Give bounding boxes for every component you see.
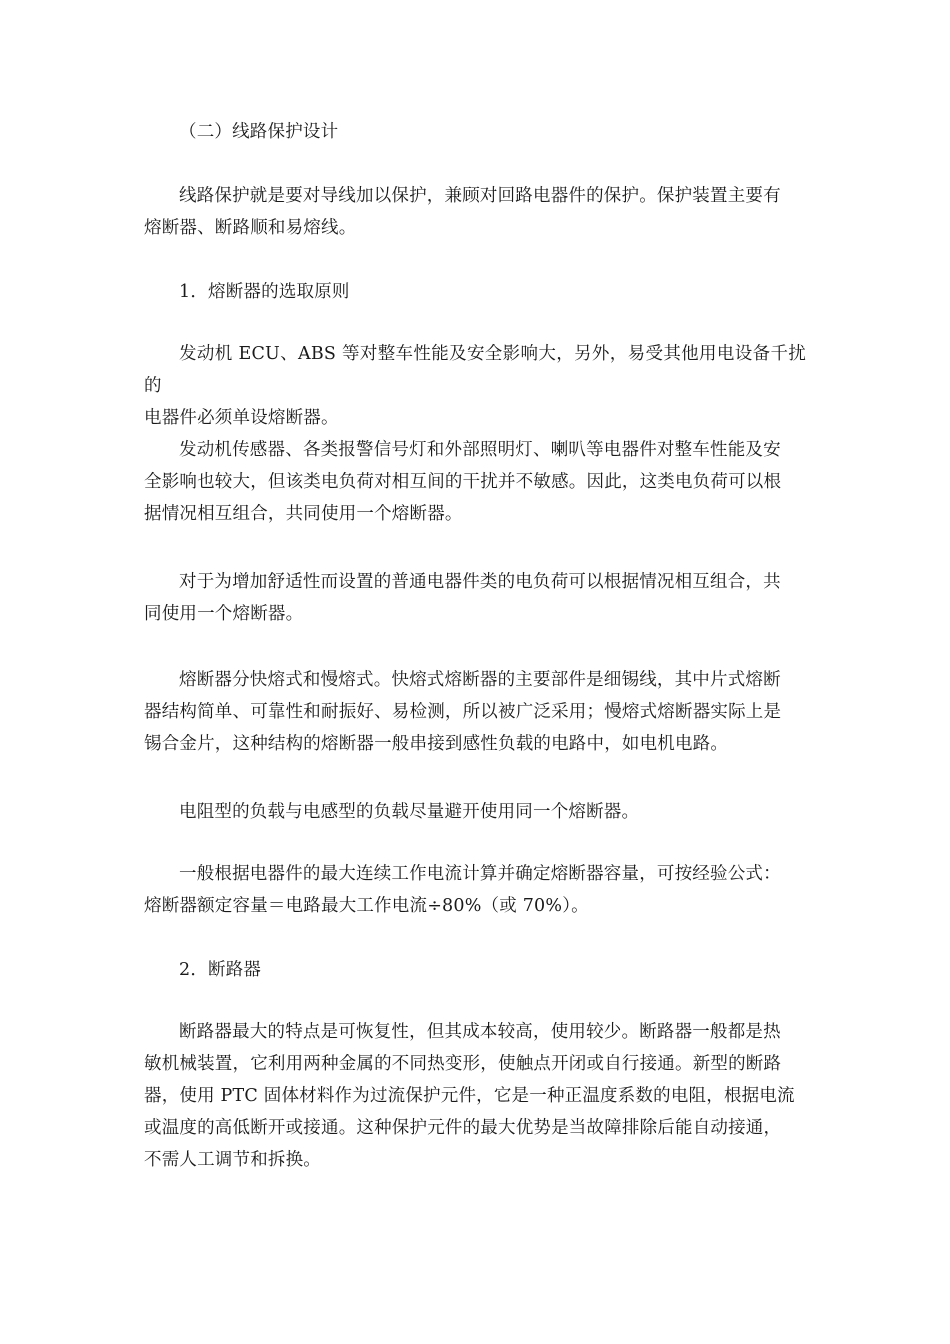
paragraph-line: 器结构简单、可靠性和耐振好、易检测，所以被广泛采用；慢熔式熔断器实际上是 bbox=[144, 702, 782, 722]
paragraph-line: 断路器最大的特点是可恢复性，但其成本较高，使用较少。断路器一般都是热 bbox=[179, 1022, 781, 1042]
paragraph-line: 敏机械装置，它利用两种金属的不同热变形，使触点开闭或自行接通。新型的断路 bbox=[144, 1054, 782, 1074]
paragraph-formula: 熔断器额定容量＝电路最大工作电流÷80%（或 70%）。 bbox=[144, 896, 589, 916]
paragraph-3 bbox=[144, 566, 806, 630]
paragraph-line: 据情况相互组合，共同使用一个熔断器。 bbox=[144, 504, 463, 524]
subheading-circuit-breaker bbox=[144, 954, 806, 986]
paragraph-line: 电阻型的负载与电感型的负载尽量避开使用同一个熔断器。 bbox=[179, 802, 640, 822]
section-heading-text: （二）线路保护设计 bbox=[179, 122, 339, 142]
paragraph-line: 或温度的高低断开或接通。这种保护元件的最大优势是当故障排除后能自动接通， bbox=[144, 1118, 782, 1138]
paragraph-line: 发动机 ECU、ABS 等对整车性能及安全影响大，另外，易受其他用电设备千扰的 bbox=[144, 344, 806, 396]
paragraph-line: 全影响也较大，但该类电负荷对相互间的干扰并不敏感。因此，这类电负荷可以根 bbox=[144, 472, 782, 492]
paragraph-line: 熔断器、断路顺和易熔线。 bbox=[144, 218, 357, 238]
paragraph-line: 同使用一个熔断器。 bbox=[144, 604, 304, 624]
paragraph-line: 锡合金片，这种结构的熔断器一般串接到感性负载的电路中，如电机电路。 bbox=[144, 734, 729, 754]
paragraph-intro bbox=[144, 180, 806, 244]
paragraph-5 bbox=[144, 796, 806, 828]
subheading-fuse-selection bbox=[144, 276, 806, 308]
subheading-text: 1．熔断器的选取原则 bbox=[179, 282, 350, 302]
paragraph-7 bbox=[144, 1016, 806, 1176]
paragraph-line: 发动机传感器、各类报警信号灯和外部照明灯、喇叭等电器件对整车性能及安 bbox=[179, 440, 781, 460]
paragraph-line: 熔断器分快熔式和慢熔式。快熔式熔断器的主要部件是细锡线，其中片式熔断 bbox=[179, 670, 781, 690]
paragraph-2 bbox=[144, 434, 806, 530]
paragraph-line: 器，使用 PTC 固体材料作为过流保护元件，它是一种正温度系数的电阻，根据电流 bbox=[144, 1086, 795, 1106]
paragraph-line: 不需人工调节和拆换。 bbox=[144, 1150, 321, 1170]
section-heading bbox=[144, 116, 806, 148]
paragraph-1 bbox=[144, 338, 806, 434]
paragraph-line: 线路保护就是要对导线加以保护，兼顾对回路电器件的保护。保护装置主要有 bbox=[179, 186, 781, 206]
paragraph-4 bbox=[144, 664, 806, 760]
subheading-text: 2．断路器 bbox=[179, 960, 262, 980]
paragraph-6 bbox=[144, 858, 806, 922]
paragraph-line: 电器件必须单设熔断器。 bbox=[144, 408, 339, 428]
paragraph-line: 对于为增加舒适性而设置的普通电器件类的电负荷可以根据情况相互组合，共 bbox=[179, 572, 781, 592]
paragraph-line: 一般根据电器件的最大连续工作电流计算并确定熔断器容量，可按经验公式： bbox=[179, 864, 781, 884]
